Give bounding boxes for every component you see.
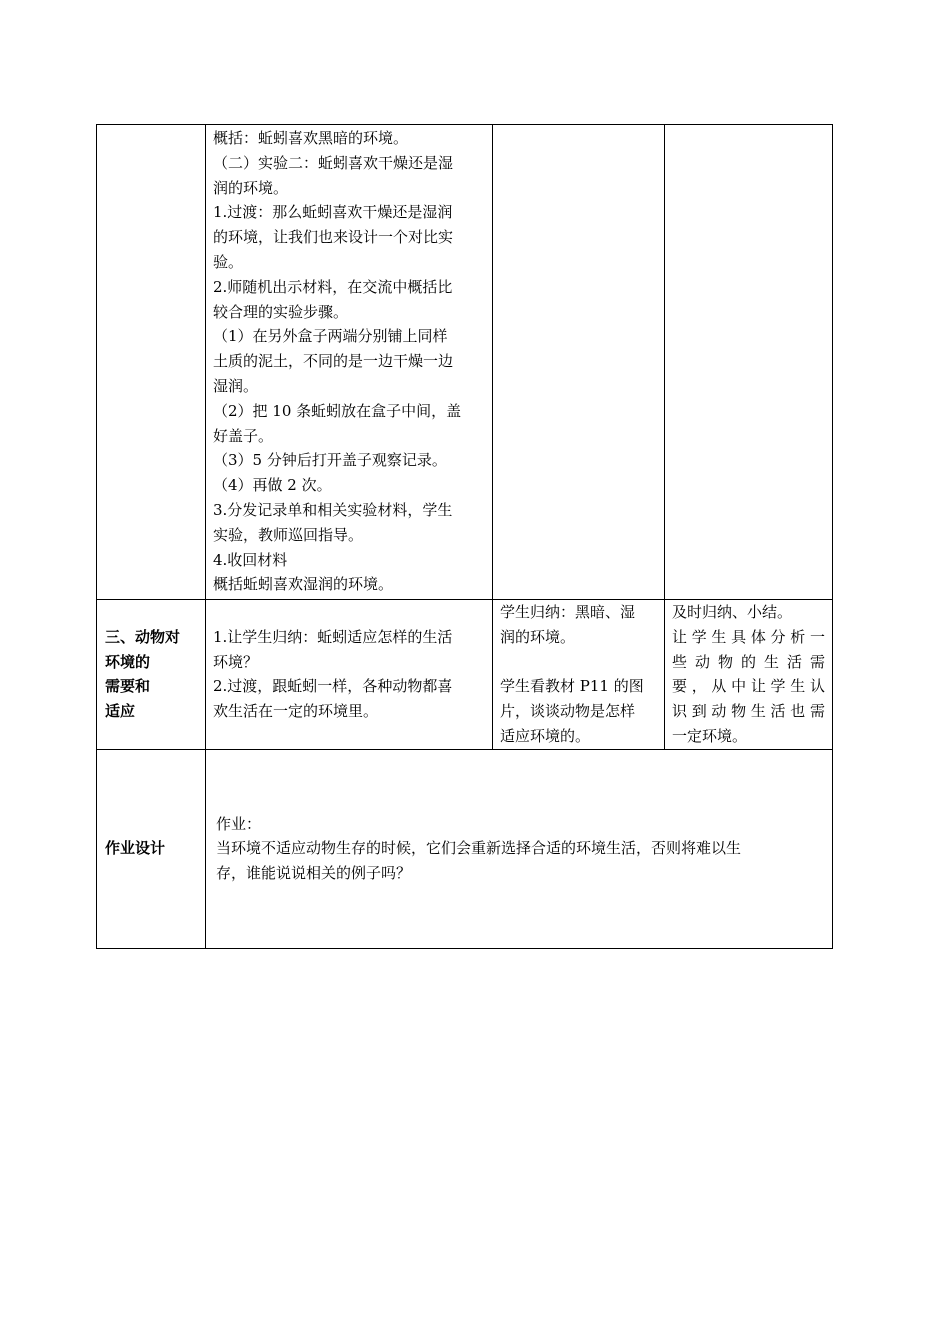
stage-label-line: 需要和 <box>105 677 151 696</box>
process-line: 2.过渡，跟蚯蚓一样，各种动物都喜 <box>213 677 453 696</box>
lesson-plan-table <box>96 124 833 949</box>
stage-label-line: 适应 <box>105 702 136 721</box>
process-line: 环境？ <box>213 652 259 671</box>
process-line: （3）5 分钟后打开盖子观察记录。 <box>213 451 447 470</box>
homework-text-line: 存，谁能说说相关的例子吗？ <box>216 864 412 883</box>
student-line: 适应环境的。 <box>500 726 591 745</box>
process-line: 验。 <box>213 252 244 271</box>
process-line: 概括蚯蚓喜欢湿润的环境。 <box>213 575 394 594</box>
process-line: 欢生活在一定的环境里。 <box>213 702 379 721</box>
table-row-animal-adaptation <box>97 600 833 750</box>
process-line: （1）在另外盒子两端分别铺上同样 <box>213 327 448 346</box>
student-activity-cell <box>493 600 665 750</box>
stage-cell-empty <box>97 125 206 600</box>
process-line: 实验，教师巡回指导。 <box>213 525 364 544</box>
intent-line: 让学生具体分析一 <box>672 627 825 646</box>
intent-line: 一定环境。 <box>672 726 748 745</box>
intent-line: 些动物的生活需 <box>672 652 825 671</box>
student-line: 润的环境。 <box>500 627 576 646</box>
design-intent-cell <box>665 600 833 750</box>
process-line: 1.让学生归纳：蚯蚓适应怎样的生活 <box>213 627 453 646</box>
intent-line: 识到动物生活也需 <box>672 702 825 721</box>
process-line: （二）实验二：蚯蚓喜欢干燥还是湿 <box>213 153 454 172</box>
student-line-blank <box>500 650 657 675</box>
teaching-process-cell <box>206 600 493 750</box>
table-row-experiment-two <box>97 125 833 600</box>
process-line: 润的环境。 <box>213 178 289 197</box>
homework-text-line: 当环境不适应动物生存的时候，它们会重新选择合适的环境生活，否则将难以生 <box>216 839 742 858</box>
process-line: 好盖子。 <box>213 426 274 445</box>
intent-line: 及时归纳、小结。 <box>672 603 793 621</box>
process-line: 1.过渡：那么蚯蚓喜欢干燥还是湿润 <box>213 203 453 222</box>
homework-title: 作业： <box>216 814 262 833</box>
intent-line: 要，从中让学生认 <box>672 677 825 696</box>
table-row-homework <box>97 749 833 948</box>
student-line: 学生看教材 P11 的图 <box>500 677 644 696</box>
process-line: 3.分发记录单和相关实验材料，学生 <box>213 500 453 519</box>
homework-content-cell <box>206 749 833 948</box>
process-line: （2）把 10 条蚯蚓放在盒子中间，盖 <box>213 401 462 420</box>
process-line: 的环境，让我们也来设计一个对比实 <box>213 228 454 247</box>
process-line: 4.收回材料 <box>213 550 288 569</box>
process-line: 土质的泥土，不同的是一边干燥一边 <box>213 352 454 371</box>
design-intent-cell-empty <box>665 125 833 600</box>
process-line: （4）再做 2 次。 <box>213 476 332 495</box>
student-activity-cell-empty <box>493 125 665 600</box>
student-line: 片，谈谈动物是怎样 <box>500 702 636 721</box>
stage-label-line: 三、动物对 <box>105 627 181 646</box>
process-line: 较合理的实验步骤。 <box>213 302 349 321</box>
stage-label-line: 环境的 <box>105 652 151 671</box>
process-line: 概括：蚯蚓喜欢黑暗的环境。 <box>213 129 409 147</box>
process-line: 湿润。 <box>213 376 259 395</box>
stage-label-animal-adaptation <box>97 600 206 750</box>
student-line: 学生归纳：黑暗、湿 <box>500 603 636 621</box>
teaching-process-cell <box>206 125 493 600</box>
homework-label: 作业设计 <box>97 749 206 948</box>
process-line: 2.师随机出示材料，在交流中概括比 <box>213 277 453 296</box>
